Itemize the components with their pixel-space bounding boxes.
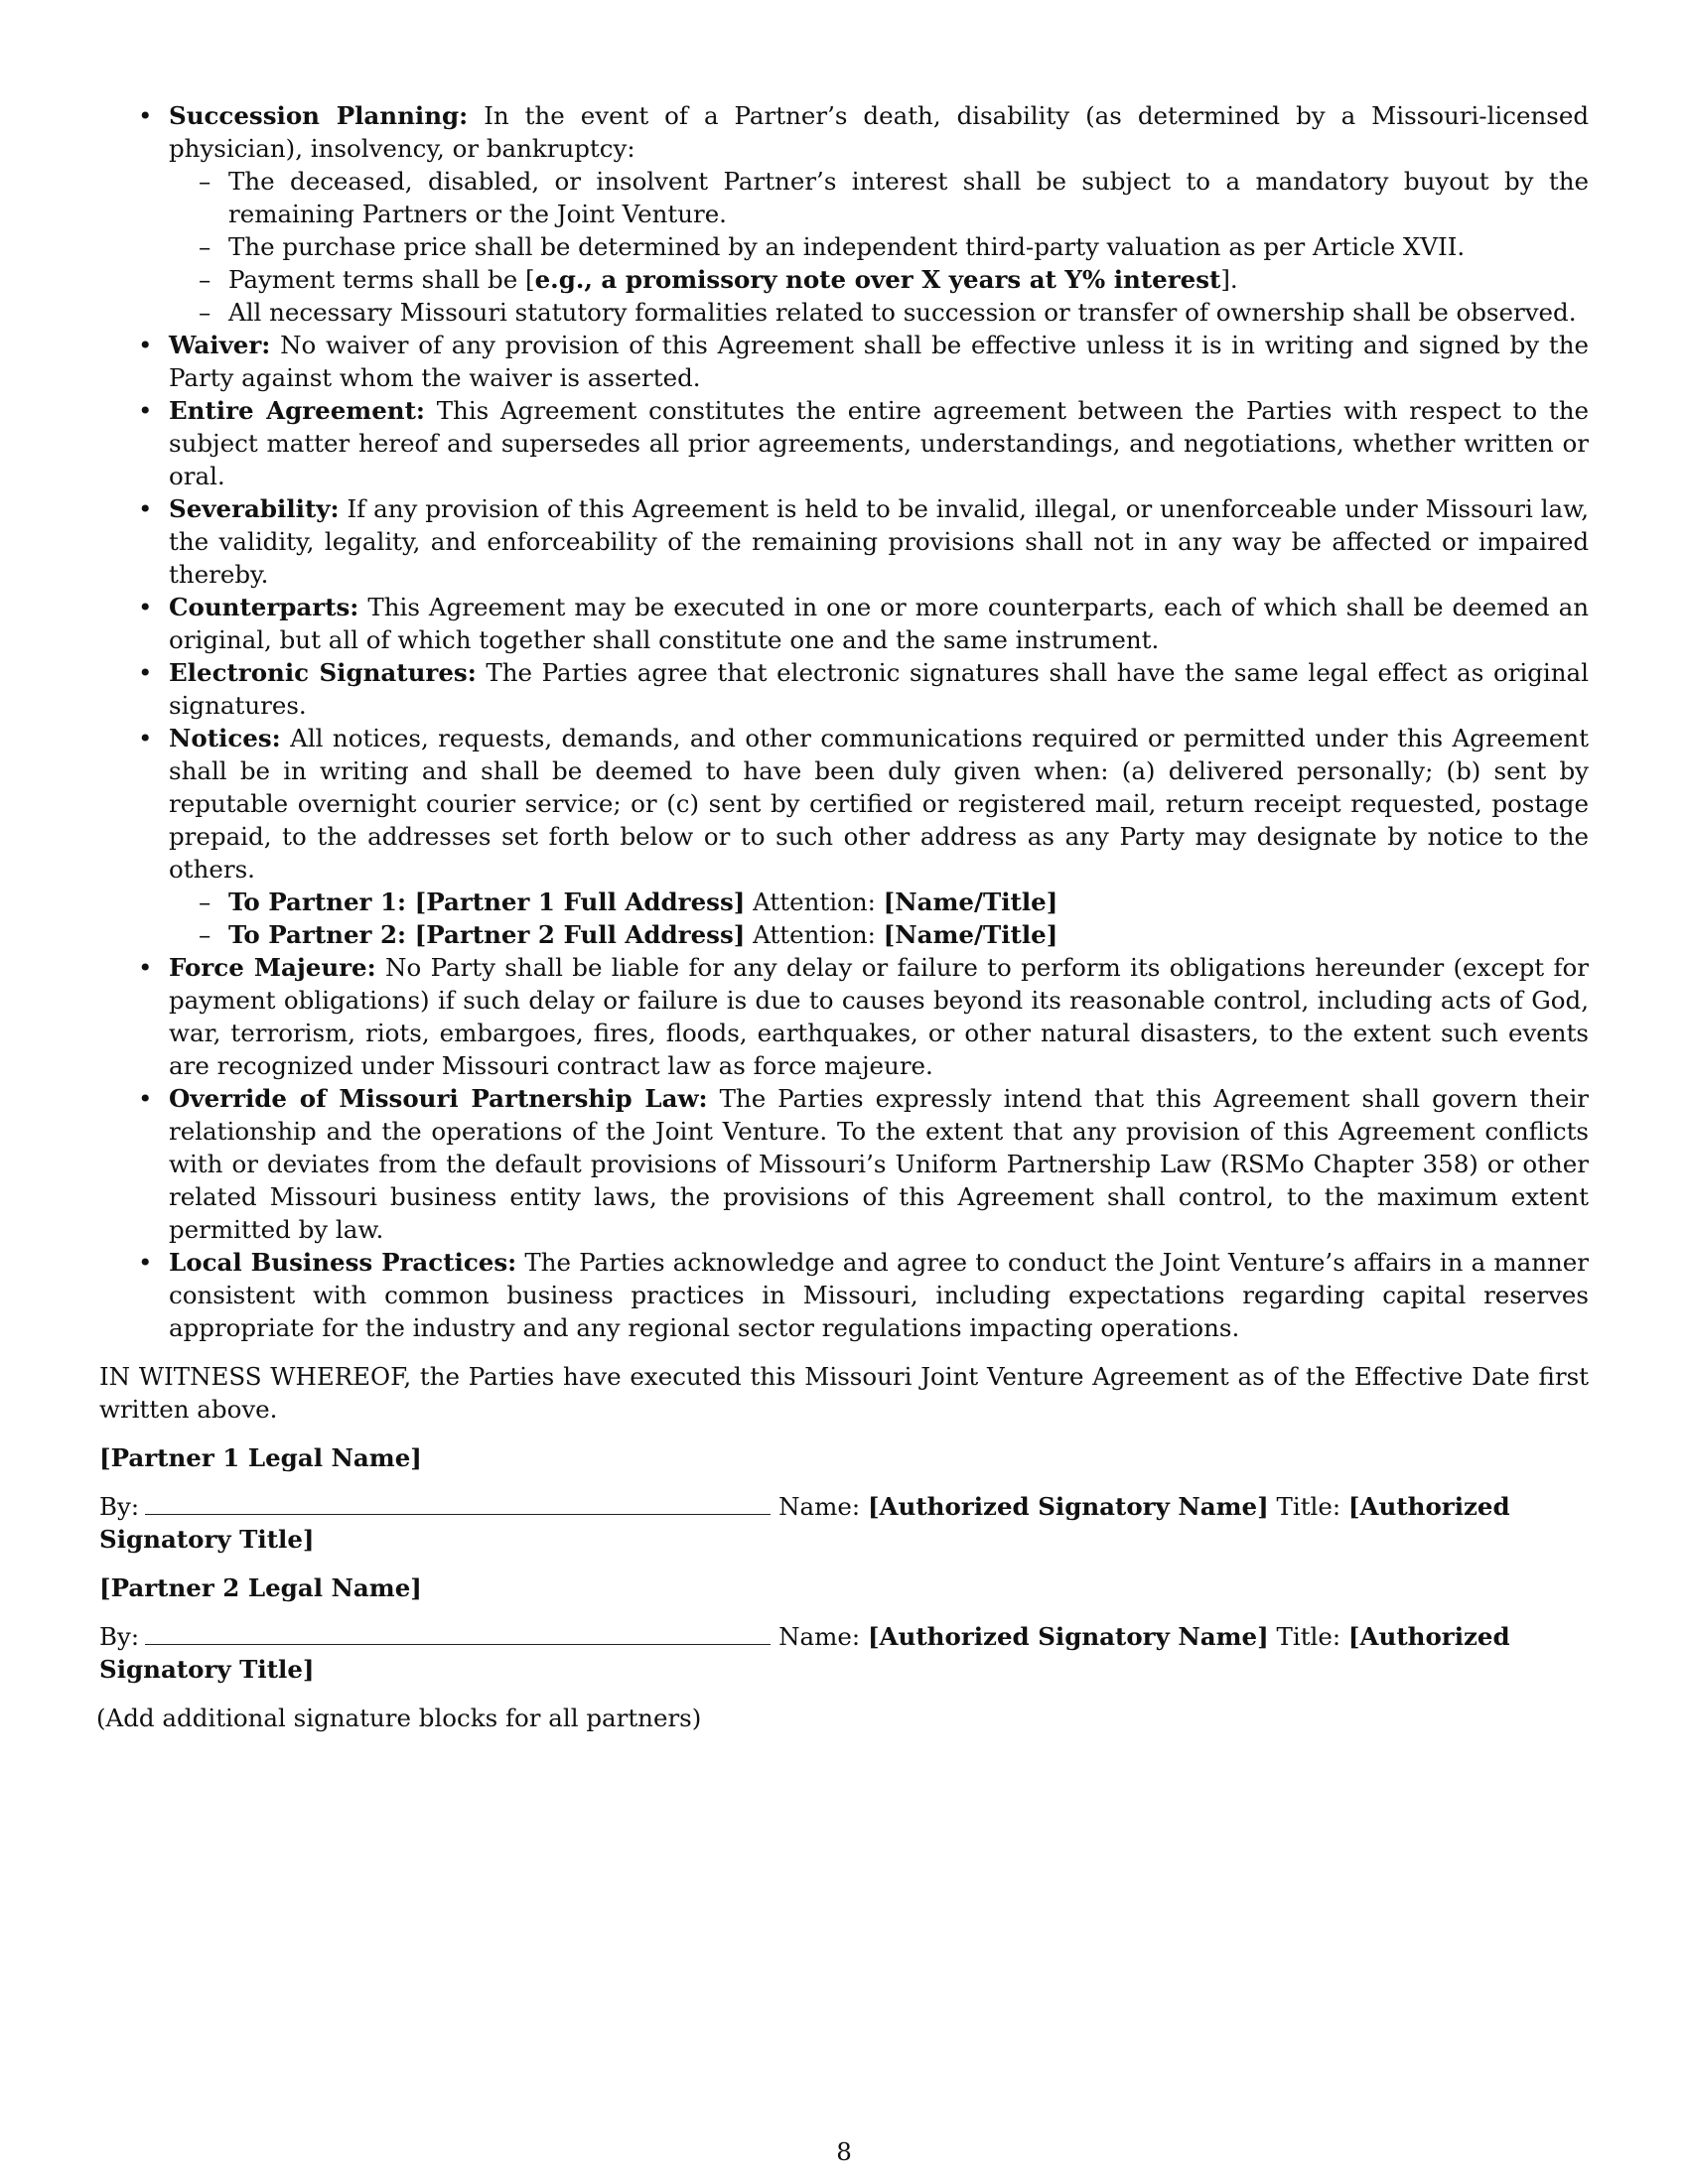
item-text: This Agreement constitutes the entire agreement between the Parties with respect to the subject matter hereof and supersedes all prior agreements, understandings, and negotiations, whether written or oral. (169, 396, 1589, 490)
item-label: Waiver: (169, 331, 271, 359)
signature-line[interactable] (145, 1492, 771, 1515)
item-label: Entire Agreement: (169, 396, 425, 425)
payment-prefix: Payment terms shall be [ (228, 265, 535, 294)
additional-signatures-note: (Add additional signature blocks for all partners) (96, 1704, 702, 1732)
item-text: No waiver of any provision of this Agreement shall be effective unless it is in writing and signed by the Party against whom the waiver is asserted. (169, 331, 1589, 392)
partner-1-legal-name: [Partner 1 Legal Name] (99, 1443, 422, 1472)
item-text: In the event of a Partner’s death, disability (as determined by a Missouri-licensed physician), insolvency, or bankruptcy: (169, 101, 1589, 163)
signatory-title-placeholder: [Authorized Signatory Title] (99, 1622, 1510, 1684)
by-label: By: (99, 1622, 140, 1651)
item-label: Override of Missouri Partnership Law: (169, 1084, 708, 1113)
list-item (99, 656, 1589, 722)
signatory-title-placeholder: [Authorized Signatory Title] (99, 1492, 1510, 1554)
sub-list (169, 886, 1589, 951)
list-item (99, 394, 1589, 492)
name-title-placeholder: [Name/Title] (883, 887, 1058, 916)
payment-suffix: ]. (1220, 265, 1238, 294)
item-label: Force Majeure: (169, 953, 376, 982)
name-label: Name: (778, 1622, 868, 1651)
list-item (99, 492, 1589, 591)
signatory-name-placeholder: [Authorized Signatory Name] (867, 1492, 1269, 1521)
attention-label: Attention: (753, 887, 884, 916)
item-text: No Party shall be liable for any delay or failure to perform its obligations hereunder (except for payment obligations) if such delay or failure is due to causes beyond its reasonable control, including acts of God, war, terrorism, riots, embargoes, fires, floods, earthquakes, or other natural disasters, to the extent such events are recognized under Missouri contract law as force majeure. (169, 953, 1589, 1080)
document-page (96, 99, 1590, 1734)
item-text: If any provision of this Agreement is held to be invalid, illegal, or unenforceable under Missouri law, the validity, legality, and enforceability of the remaining provisions shall not in any way be affected or impaired thereby. (169, 494, 1589, 589)
provisions-list (99, 99, 1589, 1344)
partner-2-legal-name: [Partner 2 Legal Name] (99, 1573, 422, 1602)
item-text: This Agreement may be executed in one or more counterparts, each of which shall be deemed an original, but all of which together shall constitute one and the same instrument. (169, 593, 1589, 654)
title-label: Title: (1268, 1622, 1348, 1651)
sub-list (169, 165, 1589, 329)
title-label: Title: (1268, 1492, 1348, 1521)
sub-list-item: – The purchase price shall be determined by an independent third-party valuation as per Article XVII. (169, 230, 1589, 263)
partner-1-address: To Partner 1: [Partner 1 Full Address] (228, 887, 746, 916)
name-title-placeholder: [Name/Title] (883, 920, 1058, 949)
item-text: All notices, requests, demands, and other communications required or permitted under this Agreement shall be in writing and shall be deemed to have been duly given when: (a) delivered personally; (b) sent by reputable overnight courier service; or (c) sent by certified or registered mail, return receipt requested, postage prepaid, to the addresses set forth below or to such other address as any Party may designate by notice to the others. (169, 724, 1589, 884)
item-label: Electronic Signatures: (169, 658, 477, 687)
list-item (99, 99, 1589, 329)
sub-list-item (169, 263, 1589, 296)
payment-terms-placeholder: e.g., a promissory note over X years at Y% interest (534, 265, 1221, 294)
name-label: Name: (778, 1492, 868, 1521)
signature-line[interactable] (145, 1622, 771, 1645)
item-label: Notices: (169, 724, 281, 752)
witness-clause: IN WITNESS WHEREOF, the Parties have executed this Missouri Joint Venture Agreement as of the Effective Date first written above. (99, 1362, 1589, 1424)
item-text: The Parties acknowledge and agree to conduct the Joint Venture’s affairs in a manner consistent with common business practices in Missouri, including expectations regarding capital reserves appropriate for the industry and any regional sector regulations impacting operations. (169, 1248, 1590, 1342)
by-label: By: (99, 1492, 140, 1521)
partner-2-address: To Partner 2: [Partner 2 Full Address] (228, 920, 746, 949)
list-item (99, 951, 1589, 1082)
attention-label: Attention: (753, 920, 884, 949)
list-item (99, 591, 1589, 656)
item-label: Local Business Practices: (169, 1248, 517, 1277)
item-label: Severability: (169, 494, 340, 523)
item-label: Succession Planning: (169, 101, 469, 130)
list-item (99, 722, 1589, 951)
sub-list-item (169, 918, 1589, 951)
signature-block-1 (99, 1490, 1589, 1556)
item-text: The Parties expressly intend that this Agreement shall govern their relationship and the operations of the Joint Venture. To the extent that any provision of this Agreement conflicts with or deviates from the default provisions of Missouri’s Uniform Partnership Law (RSMo Chapter 358) or other related Missouri business entity laws, the provisions of this Agreement shall control, to the maximum extent permitted by law. (169, 1084, 1589, 1244)
sub-list-item (169, 886, 1589, 918)
signatory-name-placeholder: [Authorized Signatory Name] (867, 1622, 1269, 1651)
page-number: 8 (836, 2137, 852, 2166)
item-text: The Parties agree that electronic signatures shall have the same legal effect as original signatures. (169, 658, 1589, 720)
signature-block-2 (99, 1620, 1589, 1686)
item-label: Counterparts: (169, 593, 359, 621)
list-item (99, 329, 1589, 394)
list-item (99, 1082, 1589, 1246)
sub-list-item: – All necessary Missouri statutory formalities related to succession or transfer of ownership shall be observed. (169, 296, 1589, 329)
sub-list-item: – The deceased, disabled, or insolvent Partner’s interest shall be subject to a mandatory buyout by the remaining Partners or the Joint Venture. (169, 165, 1589, 230)
list-item (99, 1246, 1589, 1344)
